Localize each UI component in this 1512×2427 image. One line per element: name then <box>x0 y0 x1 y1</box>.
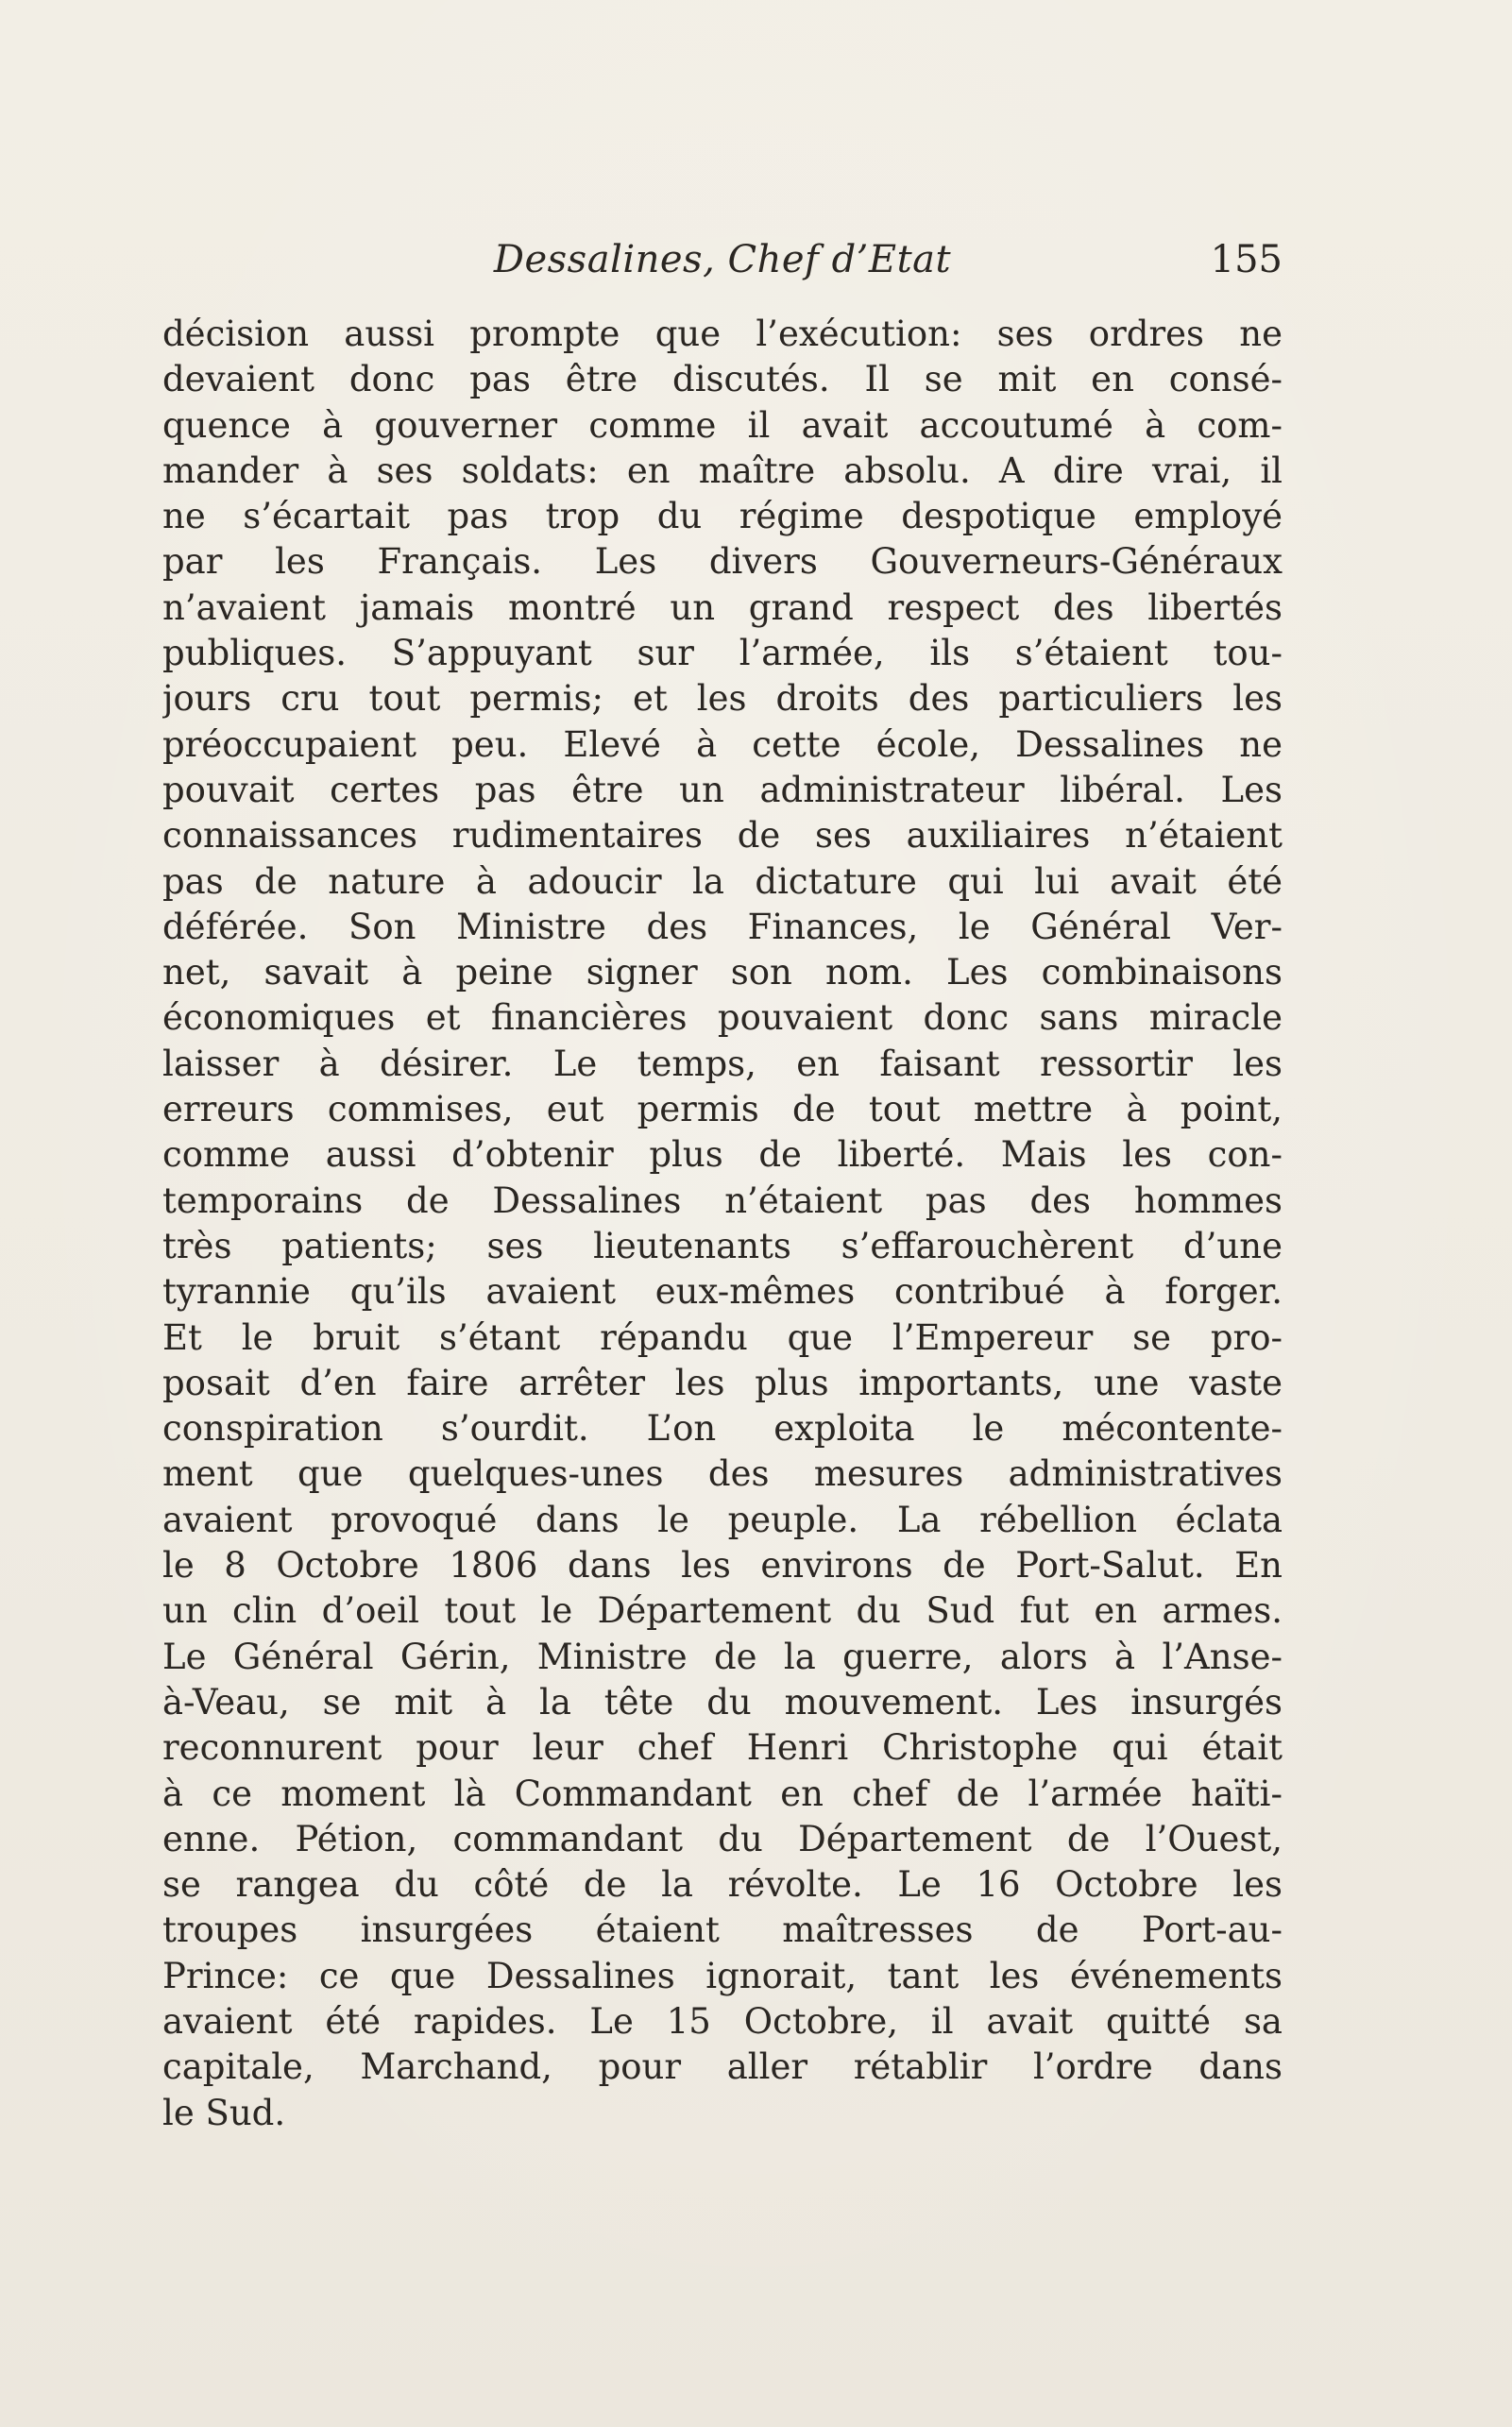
text-line: capitale, Marchand, pour aller rétablir l’ordre dans <box>162 2046 1283 2088</box>
text-line: Prince: ce que Dessalines ignorait, tant les événements <box>162 1955 1283 1996</box>
text-line: économiques et financières pouvaient donc sans miracle <box>162 997 1283 1039</box>
text-line: très patients; ses lieutenants s’effarouchèrent d’une <box>162 1225 1283 1266</box>
text-line: se rangea du côté de la révolte. Le 16 Octobre les <box>162 1864 1283 1906</box>
text-line: déférée. Son Ministre des Finances, le Général Ver- <box>162 906 1283 947</box>
text-line: comme aussi d’obtenir plus de liberté. Mais les con- <box>162 1134 1283 1176</box>
text-line: jours cru tout permis; et les droits des particuliers les <box>162 678 1283 720</box>
text-line: temporains de Dessalines n’étaient pas des hommes <box>162 1180 1283 1221</box>
text-line: connaissances rudimentaires de ses auxiliaires n’étaient <box>162 815 1283 857</box>
text-line: avaient été rapides. Le 15 Octobre, il avait quitté sa <box>162 2000 1283 2042</box>
text-line: laisser à désirer. Le temps, en faisant ressortir les <box>162 1043 1283 1084</box>
text-line: pas de nature à adoucir la dictature qui lui avait été <box>162 860 1283 902</box>
text-line: posait d’en faire arrêter les plus importants, une vaste <box>162 1362 1283 1403</box>
text-line: à ce moment là Commandant en chef de l’armée haïti- <box>162 1773 1283 1814</box>
running-title: Dessalines, Chef d’Etat <box>493 238 952 281</box>
page-number: 155 <box>1210 238 1283 281</box>
text-line: avaient provoqué dans le peuple. La rébellion éclata <box>162 1499 1283 1540</box>
text-line: par les Français. Les divers Gouverneurs-Généraux <box>162 541 1283 583</box>
text-line: enne. Pétion, commandant du Département de l’Ouest, <box>162 1818 1283 1859</box>
text-line: Et le bruit s’étant répandu que l’Empereur se pro- <box>162 1316 1283 1358</box>
text-line: quence à gouverner comme il avait accoutumé à com- <box>162 404 1283 446</box>
body-text <box>162 312 1283 2136</box>
text-line: mander à ses soldats: en maître absolu. A dire vrai, il <box>162 450 1283 491</box>
text-line: ment que quelques-unes des mesures administratives <box>162 1453 1283 1495</box>
text-line: publiques. S’appuyant sur l’armée, ils s’étaient tou- <box>162 633 1283 674</box>
text-line: le 8 Octobre 1806 dans les environs de Port-Salut. En <box>162 1545 1283 1587</box>
text-line: troupes insurgées étaient maîtresses de Port-au- <box>162 1909 1283 1951</box>
text-line: un clin d’oeil tout le Département du Sud fut en armes. <box>162 1590 1283 1632</box>
text-line: tyrannie qu’ils avaient eux-mêmes contribué à forger. <box>162 1271 1283 1313</box>
text-line: conspiration s’ourdit. L’on exploita le mécontente- <box>162 1408 1283 1450</box>
text-line: à-Veau, se mit à la tête du mouvement. Les insurgés <box>162 1681 1283 1723</box>
text-line: ne s’écartait pas trop du régime despotique employé <box>162 496 1283 537</box>
text-line: reconnurent pour leur chef Henri Christophe qui était <box>162 1727 1283 1769</box>
text-line: préoccupaient peu. Elevé à cette école, Dessalines ne <box>162 723 1283 765</box>
text-line: erreurs commises, eut permis de tout mettre à point, <box>162 1089 1283 1130</box>
page-header <box>162 231 1283 288</box>
text-line: Le Général Gérin, Ministre de la guerre, alors à l’Anse- <box>162 1636 1283 1677</box>
text-line: n’avaient jamais montré un grand respect des libertés <box>162 586 1283 628</box>
text-line: net, savait à peine signer son nom. Les combinaisons <box>162 952 1283 993</box>
text-line: le Sud. <box>162 2092 286 2133</box>
text-line: pouvait certes pas être un administrateur libéral. Les <box>162 769 1283 810</box>
text-line: devaient donc pas être discutés. Il se mit en consé- <box>162 359 1283 400</box>
text-line: décision aussi prompte que l’exécution: ses ordres ne <box>162 314 1283 354</box>
